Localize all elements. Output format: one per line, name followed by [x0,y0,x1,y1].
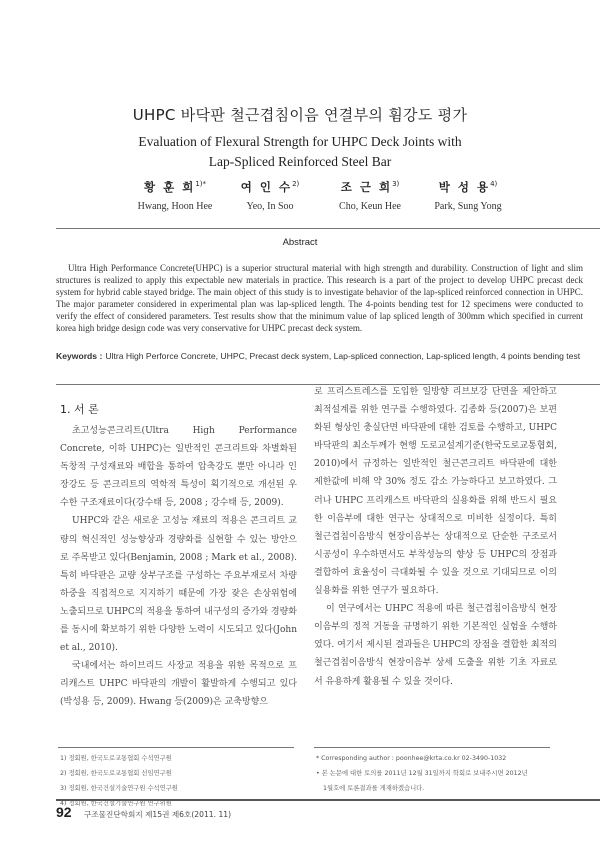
left-paragraph-1: 초고성능콘크리트(Ultra High Performance Concrete, 이하 UHPC)는 일반적인 콘크리트와 차별화된 독창적 구성재료와 배합을 통하여 압축강도 뿐만 아니라 인장강도 등 콘크리트의 역학적 특성이 획기적으로 개선된 우수한 구조재료이다(강수태 등, 2008 ; 강수태 등, 2009). [60,426,297,509]
author-2-name-ko: 여 인 수 [240,180,293,194]
author-4-name-ko: 박 성 용 [438,180,491,194]
page-number: 92 [56,804,72,820]
footnote-rule-left [58,747,294,748]
abstract-heading: Abstract [282,237,318,248]
keywords [56,350,583,363]
abstract-text: Ultra High Performance Concrete(UHPC) is a superior structural material with high strength and durability. Construction of light and slim structures is realized to apply this expectable new materials in practice. This research is a part of the project to develop UHPC precast deck system for hybrid cable stayed bridge. The main object of this study is to investigate behavior of the lap-spliced reinforced connection in UHPC. The major parameter considered in experimental plan was lap-spliced length. The 4-points bending test for 12 specimens were conducted to verify the effect of considered parameters. Test results show that the minimum value of lap spliced length of 300mm which specified in current korea high bridge design code was very conservative for UHPC precast deck system. [56,263,583,334]
journal-info: 구조물진단학회지 제15권 제6호(2011. 11) [84,810,232,819]
author-2-name-en: Yeo, In Soo [246,201,294,212]
right-column-body [314,383,557,691]
section-heading-introduction: 1. 서 론 [60,403,99,416]
footer-rule [56,799,600,801]
footnote-discussion-note: • 본 논문에 대한 토의를 2011년 12월 31일까지 학회로 보내주시면 2012년 [316,770,528,777]
paper-title-korean: UHPC 바닥판 철근겹침이음 연결부의 휨강도 평가 [132,106,468,124]
right-paragraph-2: 이 연구에서는 UHPC 적용에 따른 철근겹침이음방식 현장이음부의 정적 거동을 규명하기 위한 기본적인 실험을 수행하였다. 여기서 제시된 결과들은 UHPC의 장점을 결합한 최적의 철근겹침이음방식 현장이음부 상세 도출을 위한 기초 자료로서 유용하게 활용될 수 있을 것이다. [314,604,557,687]
author-4-name-en: Park, Sung Yong [434,201,502,212]
abstract-top-rule [56,228,600,229]
footnote-author-4: 4) 정회원, 한국건설기술연구원 연구위원 [60,800,172,807]
right-paragraph-1: 로 프리스트레스를 도입한 일방향 리브보강 단면을 제안하고 최적설계를 위한 연구를 수행하였다. 김종화 등(2007)은 보편화된 형상인 충실단면 바닥판에 대한 검토를 수행하고, UHPC 바닥판의 최소두께가 현행 도로교설계기준(한국도로교통협회, 2010)에서 규정하는 일반적인 철근콘크리트 바닥판에 대한 제한값에 비해 약 30% 정도 감소 가능하다고 보고하였다. 그러나 UHPC 프리캐스트 바닥판의 실용화를 위해 반드시 필요한 이음부에 대한 연구는 상대적으로 미비한 실정이다. 특히 철근겹침이음방식 현장이음부는 상대적으로 단순한 구조로서 시공성이 우수하면서도 부착성능의 향상 등 UHPC의 장점과 결합하여 효율성이 극대화될 수 있을 것으로 기대되므로 이의 실용화를 위한 연구가 필요하다. [314,387,557,597]
author-4-mark: 4) [490,180,498,189]
author-1-mark: 1)* [195,180,207,189]
paper-title-english-line-2: Lap-Spliced Reinforced Steel Bar [208,154,392,169]
footnote-author-3: 3) 정회원, 한국건설기술연구원 수석연구원 [60,785,178,792]
author-3-name-en: Cho, Keun Hee [339,201,401,212]
author-1-name-en: Hwang, Hoon Hee [137,201,213,212]
author-2-mark: 2) [292,180,300,189]
author-3-mark: 3) [392,180,400,189]
paper-title-english [0,132,600,172]
footnote-author-2: 2) 정회원, 한국도로교통협회 선임연구원 [60,770,172,777]
footnote-rule-right [314,747,550,748]
author-4 [408,179,528,212]
footnote-author-1: 1) 정회원, 한국도로교통협회 수석연구원 [60,755,172,762]
author-1-name-ko: 황 훈 희 [143,180,196,194]
keywords-text: Ultra High Perforce Concrete, UHPC, Precast deck system, Lap-spliced connection, Lap-spliced length, 4 points bending test [105,351,581,361]
left-paragraph-2: UHPC와 같은 새로운 고성능 재료의 적용은 콘크리트 교량의 혁신적인 성능향상과 경량화를 실현할 수 있는 방안으로 주목받고 있다(Benjamin, 2008 ; Mark et al., 2008). 특히 바닥판은 교량 상부구조를 구성하는 주요부재로서 차량 하중을 직접적으로 지지하기 때문에 가장 잦은 손상위험에 노출되므로 UHPC의 적용을 통하여 내구성의 증가와 경량화를 동시에 확보하기 위한 다양한 노력이 시도되고 있다(John et al., 2010). [60,516,297,654]
keywords-label: Keywords : [56,351,103,361]
left-paragraph-3: 국내에서는 하이브리드 사장교 적용을 위한 목적으로 프리캐스트 UHPC 바닥판의 개발이 활발하게 수행되고 있다(박성용 등, 2009). Hwang 등(2009)은 교축방향으 [60,661,297,708]
footnotes-left [60,751,178,811]
footnote-corresponding-author: * Corresponding author : poonhee@krta.co.kr 02-3490-1032 [316,755,507,762]
footnotes-right [316,751,528,796]
footnote-discussion-note-cont: 1월호에 토론결과를 게재하겠습니다. [323,785,425,792]
paper-title-english-line-1: Evaluation of Flexural Strength for UHPC Deck Joints with [138,134,462,149]
author-3-name-ko: 조 근 희 [340,180,393,194]
left-column-body [60,422,297,712]
